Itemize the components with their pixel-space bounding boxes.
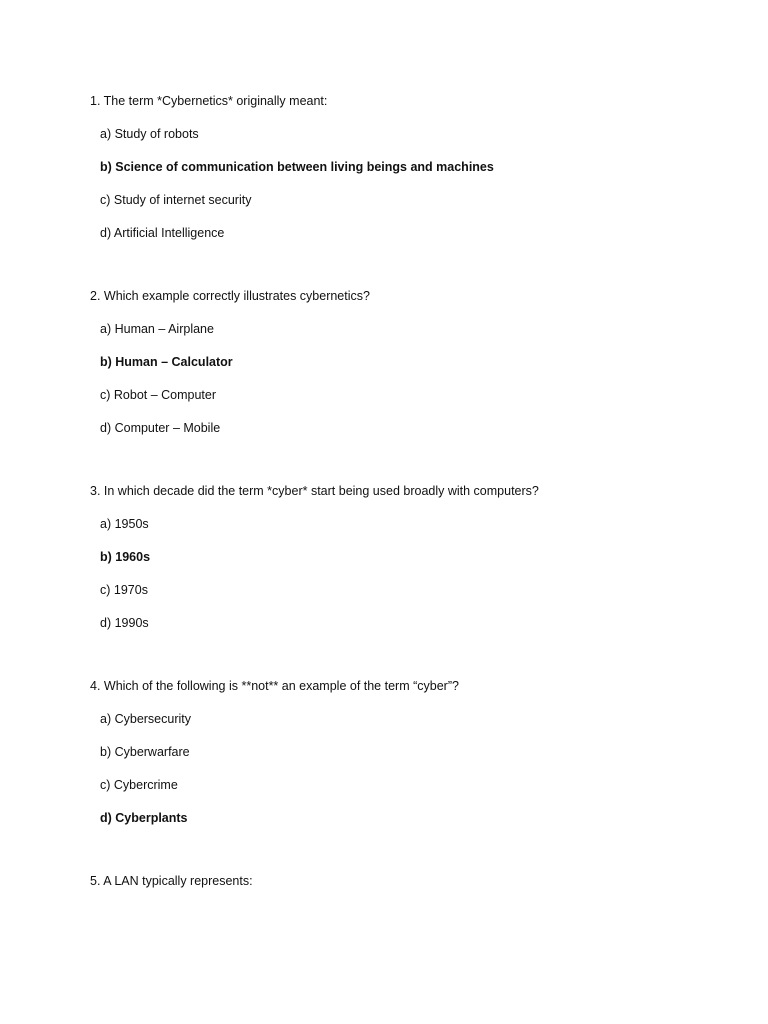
option-d: d) Cyberplants (100, 811, 188, 825)
question-text: 1. The term *Cybernetics* originally meant: (90, 94, 328, 108)
option-a: a) Human – Airplane (100, 322, 214, 336)
option-a: a) Cybersecurity (100, 712, 191, 726)
question-1 (90, 92, 730, 243)
option-a: a) 1950s (100, 517, 149, 531)
option-d: d) Artificial Intelligence (100, 226, 225, 240)
option-b: b) Science of communication between living beings and machines (100, 160, 494, 174)
question-5 (90, 872, 730, 891)
question-text: 4. Which of the following is **not** an example of the term “cyber”? (90, 679, 459, 693)
option-c: c) 1970s (100, 583, 148, 597)
question-text: 5. A LAN typically represents: (90, 874, 253, 888)
option-a: a) Study of robots (100, 127, 199, 141)
question-3 (90, 482, 730, 633)
question-text: 3. In which decade did the term *cyber* start being used broadly with computers? (90, 484, 539, 498)
option-c: c) Study of internet security (100, 193, 252, 207)
option-b: b) Human – Calculator (100, 355, 233, 369)
question-4 (90, 677, 730, 828)
quiz-content (90, 92, 730, 935)
question-2 (90, 287, 730, 438)
option-b: b) 1960s (100, 550, 151, 564)
option-c: c) Robot – Computer (100, 388, 217, 402)
option-c: c) Cybercrime (100, 778, 178, 792)
option-d: d) 1990s (100, 616, 149, 630)
question-text: 2. Which example correctly illustrates cybernetics? (90, 289, 370, 303)
option-d: d) Computer – Mobile (100, 421, 221, 435)
option-b: b) Cyberwarfare (100, 745, 190, 759)
